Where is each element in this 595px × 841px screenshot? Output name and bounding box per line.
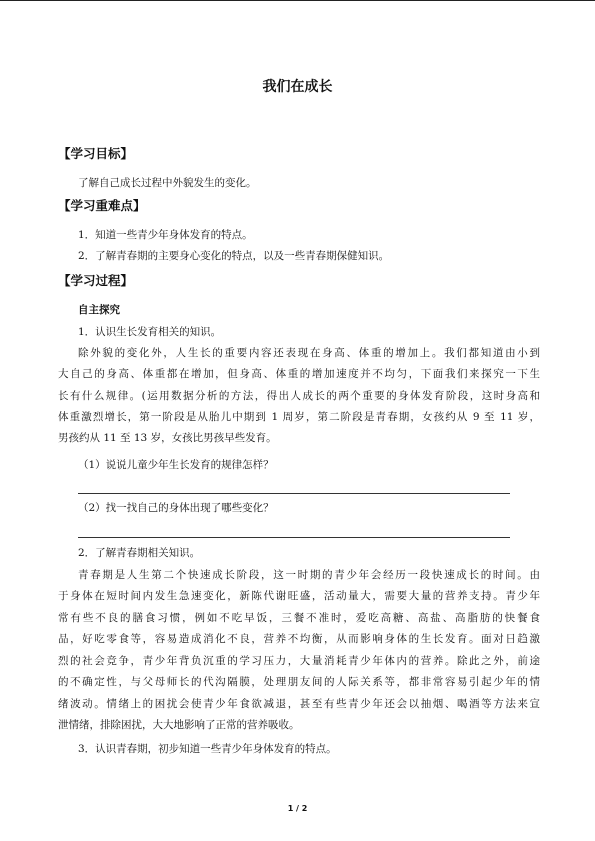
key-point-item: 2．了解青春期的主要身心变化的特点，以及一些青春期保健知识。 xyxy=(78,250,390,262)
goals-text: 了解自己成长过程中外貌发生的变化。 xyxy=(78,177,257,189)
question-1: （1）说说儿童少年生长发育的规律怎样？ xyxy=(78,459,274,471)
process-item-1: 1．认识生长发育相关的知识。 xyxy=(78,326,222,338)
process-item-3: 3．认识青春期，初步知道一些青少年身体发育的特点。 xyxy=(78,743,337,755)
paragraph-line: 除外貌的变化外，人生长的重要内容还表现在身高、体重的增加上。我们都知道由小到 xyxy=(78,347,540,359)
key-point-item: 1．知道一些青少年身体发育的特点。 xyxy=(78,229,253,241)
page-number: 1 / 2 xyxy=(287,804,308,813)
paragraph-line: 男孩约从 11 至 13 岁，女孩比男孩早些发育。 xyxy=(58,432,277,444)
paragraph-line: 绪波动。情绪上的困扰会使青少年食欲减退，甚至有些青少年还会以抽烟、喝酒等方法来宣 xyxy=(58,698,540,710)
section-heading-process: 【学习过程】 xyxy=(58,273,134,288)
paragraph-line: 大自己的身高、体重都在增加，但身高、体重的增加速度并不均匀，下面我们来探究一下生 xyxy=(58,368,540,380)
paragraph-line: 于身体在短时间内发生急速变化，新陈代谢旺盛，活动量大，需要大量的营养支持。青少年 xyxy=(58,590,540,602)
paragraph-line: 泄情绪，排除困扰，大大地影响了正常的营养吸收。 xyxy=(58,719,300,731)
paragraph-line: 青春期是人生第二个快速成长阶段，这一时期的青少年会经历一段快速成长的时间。由 xyxy=(78,569,540,581)
paragraph-line: 的不确定性，与父母师长的代沟隔膜，处理朋友间的人际关系等，都非常容易引起少年的情 xyxy=(58,676,540,688)
paragraph-line: 烈的社会竞争，青少年背负沉重的学习压力，大量消耗青少年体内的营养。除此之外，前途 xyxy=(58,655,540,667)
paragraph-line: 体重激烈增长，第一阶段是从胎儿中期到 1 周岁，第二阶段是青春期，女孩约从 9 至 11 岁， xyxy=(58,411,540,423)
paragraph-line: 品，好吃零食等，容易造成消化不良，营养不均衡，从而影响身体的生长发育。面对日趋激 xyxy=(58,633,540,645)
paragraph-line: 常有些不良的膳食习惯，例如不吃早饭，三餐不准时，爱吃高糖、高盐、高脂肪的快餐食 xyxy=(58,612,540,624)
paragraph-line: 长有什么规律。(运用数据分析的方法，得出人成长的两个重要的身体发育阶段，这时身高和 xyxy=(58,390,540,402)
process-item-2: 2．了解青春期相关知识。 xyxy=(78,547,201,559)
section-heading-goals: 【学习目标】 xyxy=(58,146,134,161)
subheading-self-explore: 自主探究 xyxy=(78,304,120,316)
answer-line-1[interactable] xyxy=(78,493,510,494)
page-title: 我们在成长 xyxy=(262,79,333,95)
question-2: （2）找一找自己的身体出现了哪些变化？ xyxy=(78,502,274,514)
section-heading-key-points: 【学习重难点】 xyxy=(58,198,146,213)
header-rule xyxy=(0,0,595,1)
answer-line-2[interactable] xyxy=(78,537,510,538)
